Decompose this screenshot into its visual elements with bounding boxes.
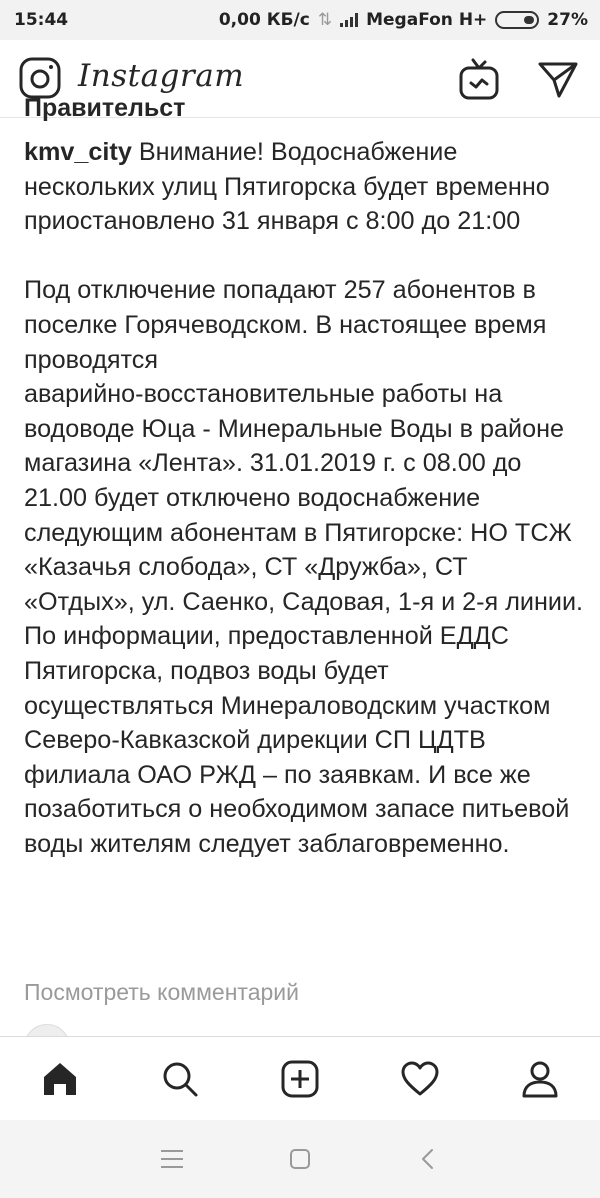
caption-text: Внимание! Водоснабжение нескольких улиц Пятигорска будет временно приостановлено 31 января с 8:00 до 21:00 Под отключение попадают 257 абонентов в поселке Горячеводском. В настоящее время проводятся аварийно-восстановительные работы на водоводе Юца - Минеральные Воды в районе магазина «Лента». 31.01.2019 г. с 08.00 до 21.00 будет отключено водоснабжение следующим абонентам в Пятигорске: НО ТСЖ «Казачья слобода», СТ «Дружба», СТ «Отдых», ул. Саенко, Садовая, 1-я и 2-я линии. По информации, предоставленной ЕДДС Пятигорска, подвоз воды будет осуществляться Минераловодским участком Северо-Кавказской дирекции СП ЦДТВ филиала ОАО РЖД – по заявкам. И все же позаботиться о необходимом запасе питьевой воды жителям следует заблаговременно. xyxy=(24,138,584,858)
view-comments-link[interactable]: Посмотреть комментарий xyxy=(24,979,299,1005)
system-nav xyxy=(0,1120,600,1198)
menu-icon[interactable] xyxy=(152,1139,192,1179)
profile-icon[interactable] xyxy=(510,1049,570,1109)
carrier-name: MegaFon H+ xyxy=(366,10,488,30)
previous-text-cut: Правительст xyxy=(24,94,186,122)
post-content xyxy=(0,94,600,1036)
back-icon[interactable] xyxy=(408,1139,448,1179)
bottom-nav xyxy=(0,1036,600,1120)
home-icon[interactable] xyxy=(30,1049,90,1109)
status-time: 15:44 xyxy=(14,10,69,30)
home-square-icon[interactable] xyxy=(280,1139,320,1179)
network-speed: 0,00 КБ/с xyxy=(218,10,310,30)
post-username[interactable]: kmv_city xyxy=(24,138,132,166)
app-brand-logo: Instagram xyxy=(78,58,245,94)
status-bar xyxy=(0,0,600,40)
data-arrows-icon: ⇅ xyxy=(317,10,333,30)
battery-level: 27% xyxy=(547,10,588,30)
status-right xyxy=(219,10,588,30)
search-icon[interactable] xyxy=(150,1049,210,1109)
igtv-icon[interactable] xyxy=(455,56,503,104)
add-post-icon[interactable] xyxy=(270,1049,330,1109)
signal-icon xyxy=(340,13,358,27)
battery-icon xyxy=(495,11,539,29)
post-caption xyxy=(24,135,584,861)
direct-message-icon[interactable] xyxy=(534,56,582,104)
activity-heart-icon[interactable] xyxy=(390,1049,450,1109)
